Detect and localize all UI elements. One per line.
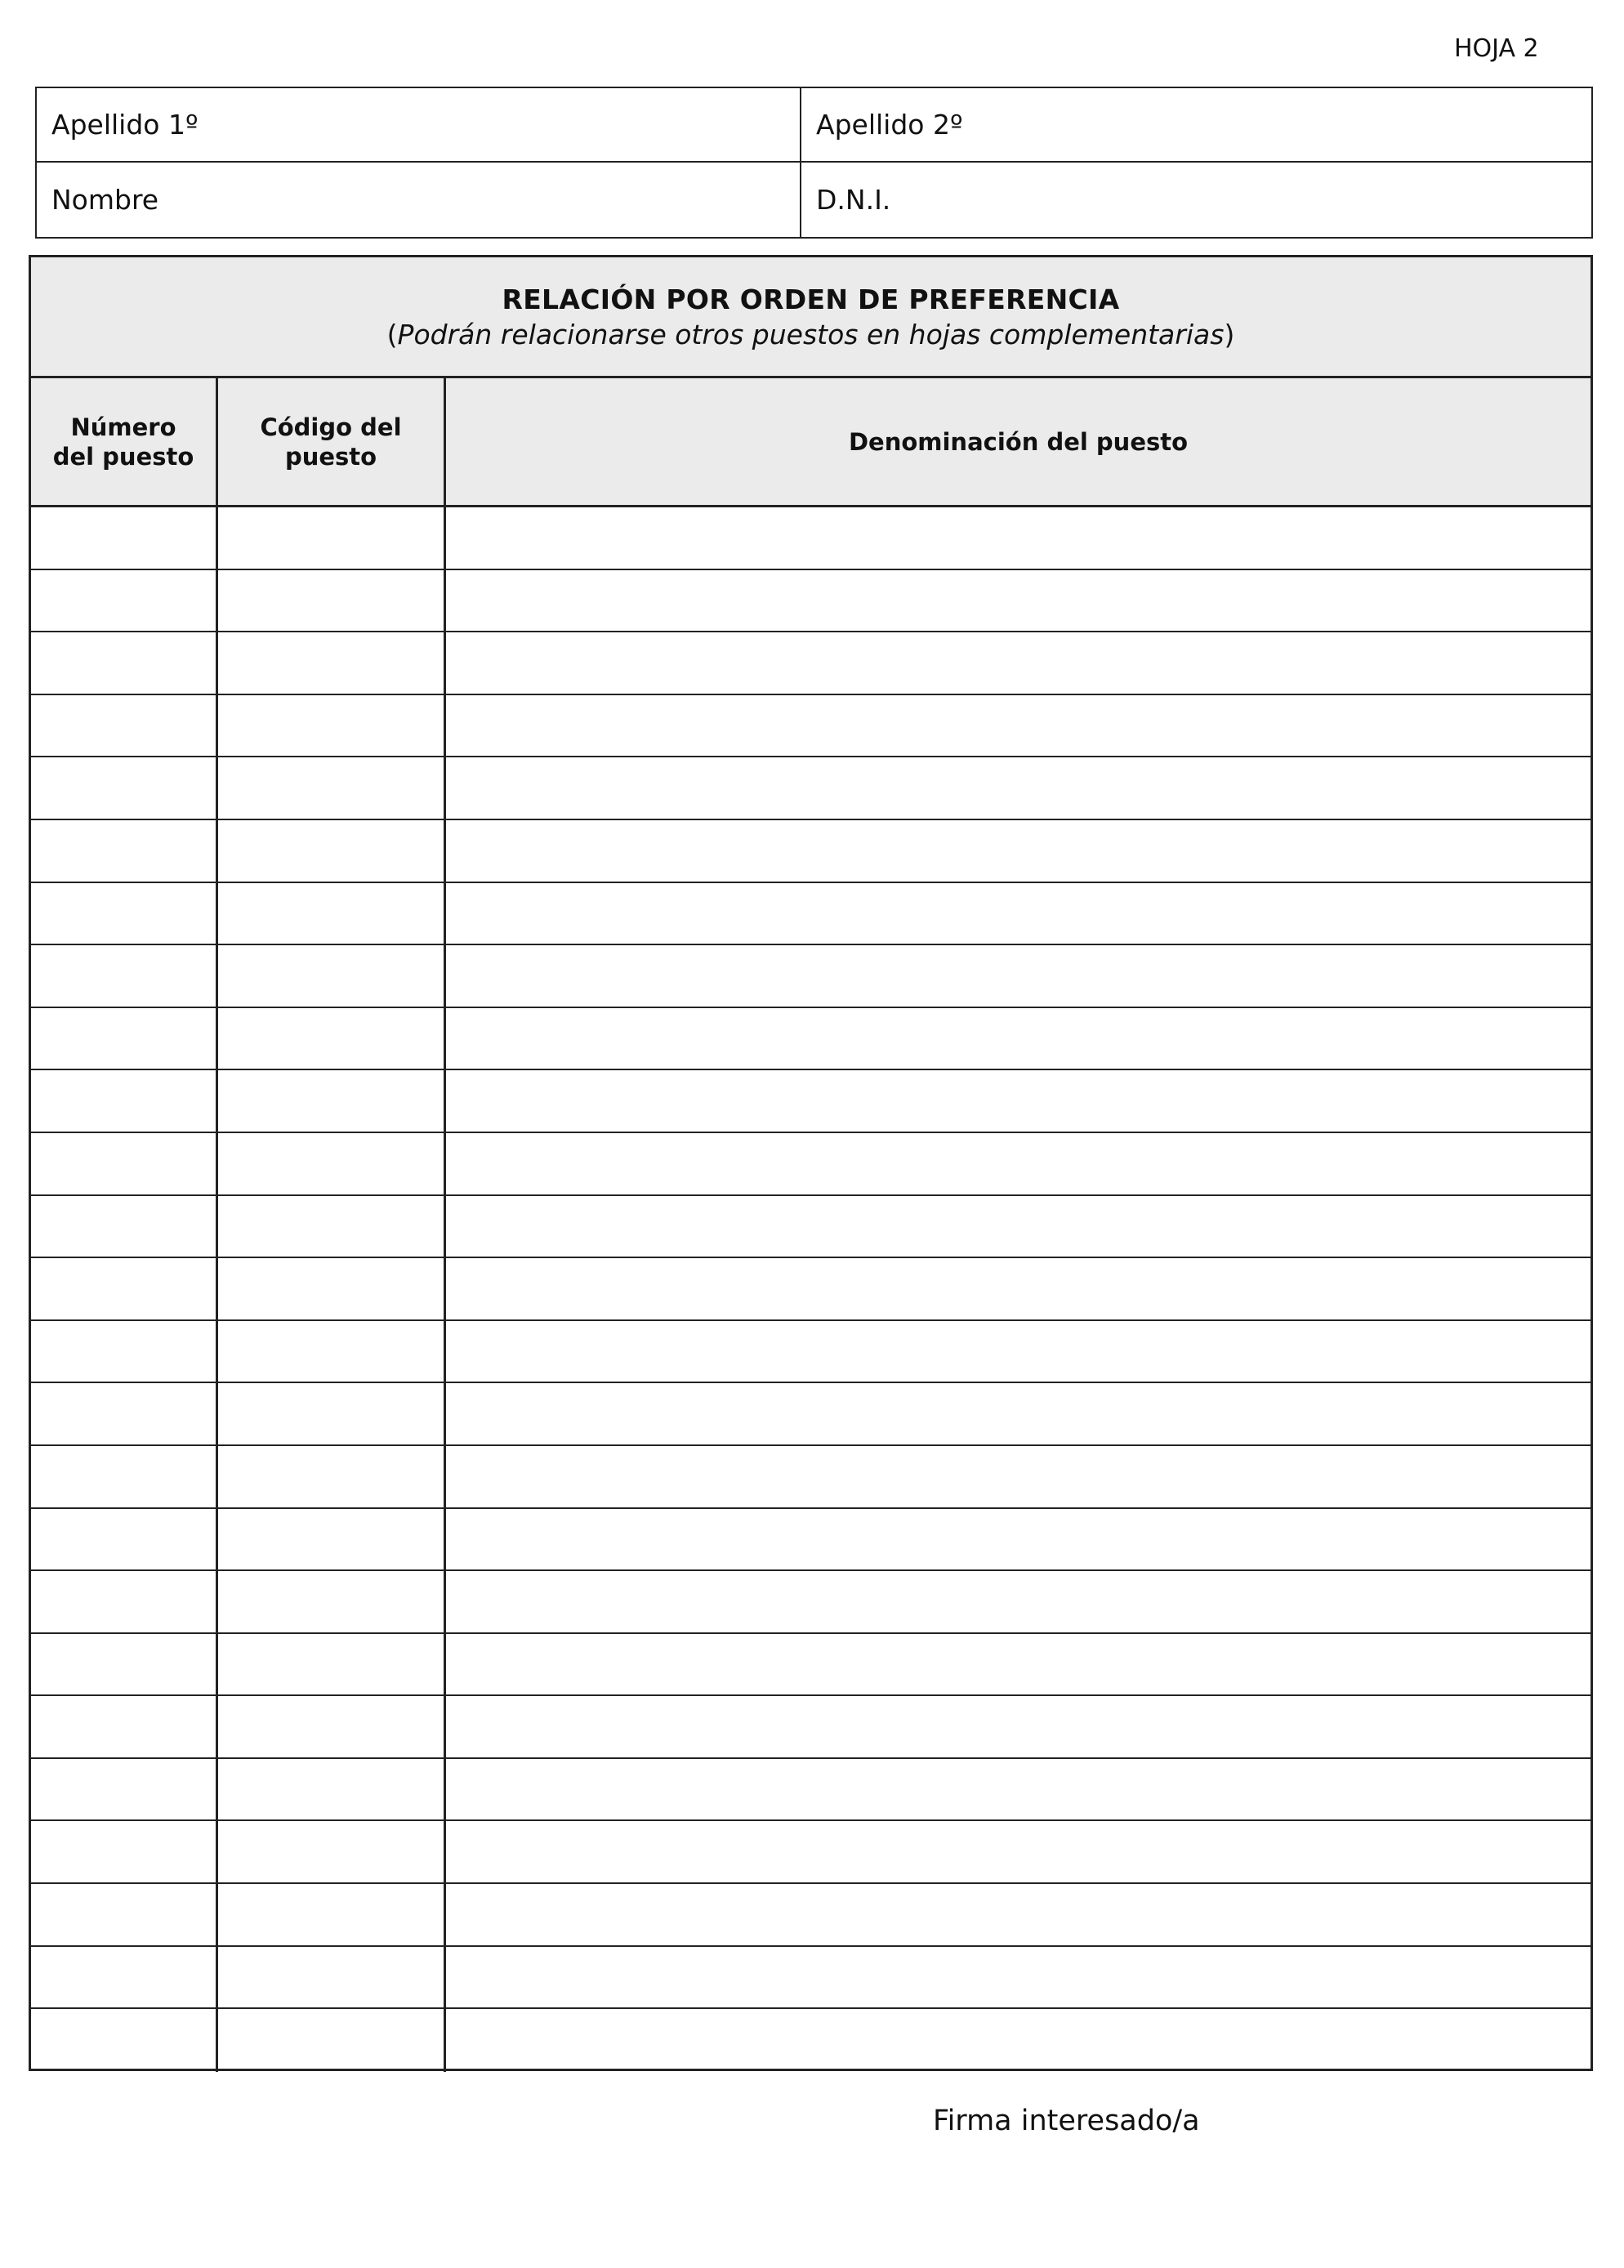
number-cell[interactable]	[31, 1509, 218, 1570]
column-header-name	[446, 378, 1591, 505]
table-row	[31, 1947, 1591, 2010]
name-cell[interactable]	[446, 883, 1591, 944]
number-cell[interactable]	[31, 1821, 218, 1882]
surname2-label: Apellido 2º	[816, 109, 963, 141]
number-cell[interactable]	[31, 1070, 218, 1132]
surname1-field[interactable]	[37, 88, 801, 163]
table-row	[31, 945, 1591, 1008]
code-cell[interactable]	[218, 1947, 446, 2008]
table-row	[31, 883, 1591, 946]
table-row	[31, 1696, 1591, 1759]
name-field[interactable]	[37, 163, 801, 237]
code-cell[interactable]	[218, 1634, 446, 1695]
table-row	[31, 507, 1591, 570]
name-cell[interactable]	[446, 507, 1591, 569]
table-row	[31, 1196, 1591, 1259]
code-cell[interactable]	[218, 1008, 446, 1069]
name-cell[interactable]	[446, 1196, 1591, 1257]
number-cell[interactable]	[31, 820, 218, 882]
name-cell[interactable]	[446, 1383, 1591, 1444]
code-cell[interactable]	[218, 1196, 446, 1257]
code-cell[interactable]	[218, 695, 446, 757]
table-row	[31, 632, 1591, 695]
table-row	[31, 1383, 1591, 1446]
number-cell[interactable]	[31, 632, 218, 694]
code-cell[interactable]	[218, 945, 446, 1007]
table-row	[31, 1509, 1591, 1572]
name-cell[interactable]	[446, 1571, 1591, 1632]
table-row	[31, 2009, 1591, 2072]
number-cell[interactable]	[31, 1258, 218, 1319]
personal-data-block	[35, 87, 1593, 239]
preference-table	[29, 255, 1593, 2071]
table-row	[31, 1759, 1591, 1822]
preference-table-header	[31, 257, 1591, 378]
code-cell[interactable]	[218, 757, 446, 819]
table-row	[31, 1133, 1591, 1196]
table-row	[31, 1821, 1591, 1884]
code-cell[interactable]	[218, 1571, 446, 1632]
name-cell[interactable]	[446, 1446, 1591, 1507]
table-row	[31, 1321, 1591, 1384]
code-cell[interactable]	[218, 1258, 446, 1319]
name-cell[interactable]	[446, 1821, 1591, 1882]
table-row	[31, 1884, 1591, 1947]
name-cell[interactable]	[446, 1008, 1591, 1069]
name-cell[interactable]	[446, 2009, 1591, 2072]
code-cell[interactable]	[218, 820, 446, 882]
table-row	[31, 1571, 1591, 1634]
number-cell[interactable]	[31, 2009, 218, 2072]
dni-label: D.N.I.	[816, 184, 891, 216]
code-cell[interactable]	[218, 570, 446, 632]
sheet-label: HOJA 2	[1454, 34, 1539, 63]
table-row	[31, 1446, 1591, 1509]
number-cell[interactable]	[31, 1196, 218, 1257]
table-row	[31, 1008, 1591, 1071]
table-row	[31, 820, 1591, 883]
code-cell[interactable]	[218, 1070, 446, 1132]
table-row	[31, 695, 1591, 758]
number-cell[interactable]	[31, 757, 218, 819]
name-cell[interactable]	[446, 1509, 1591, 1570]
table-row	[31, 1634, 1591, 1697]
name-cell[interactable]	[446, 1947, 1591, 2008]
dni-field[interactable]	[801, 163, 1591, 237]
name-cell[interactable]	[446, 1321, 1591, 1382]
preference-title: RELACIÓN POR ORDEN DE PREFERENCIA	[502, 283, 1120, 315]
name-cell[interactable]	[446, 1759, 1591, 1820]
name-cell[interactable]	[446, 1884, 1591, 1945]
name-cell[interactable]	[446, 820, 1591, 882]
surname1-label: Apellido 1º	[51, 109, 199, 141]
number-cell[interactable]	[31, 1321, 218, 1382]
column-header-name-text: Denominación del puesto	[848, 427, 1189, 456]
number-cell[interactable]	[31, 1696, 218, 1757]
name-cell[interactable]	[446, 1133, 1591, 1194]
name-cell[interactable]	[446, 1696, 1591, 1757]
number-cell[interactable]	[31, 1133, 218, 1194]
number-cell[interactable]	[31, 1884, 218, 1945]
table-row	[31, 570, 1591, 633]
code-cell[interactable]	[218, 2009, 446, 2072]
signature-label: Firma interesado/a	[933, 2105, 1200, 2137]
name-cell[interactable]	[446, 632, 1591, 694]
column-headers	[31, 378, 1591, 507]
table-row	[31, 1258, 1591, 1321]
number-cell[interactable]	[31, 1571, 218, 1632]
column-header-number-text: Número del puesto	[52, 413, 194, 471]
table-row	[31, 757, 1591, 820]
code-cell[interactable]	[218, 1321, 446, 1382]
code-cell[interactable]	[218, 1509, 446, 1570]
number-cell[interactable]	[31, 1383, 218, 1444]
surname2-field[interactable]	[801, 88, 1591, 163]
number-cell[interactable]	[31, 1947, 218, 2008]
name-label: Nombre	[51, 184, 159, 216]
number-cell[interactable]	[31, 1634, 218, 1695]
code-cell[interactable]	[218, 1383, 446, 1444]
code-cell[interactable]	[218, 1446, 446, 1507]
table-row	[31, 1070, 1591, 1133]
table-rows	[31, 507, 1591, 2072]
code-cell[interactable]	[218, 632, 446, 694]
name-cell[interactable]	[446, 695, 1591, 757]
code-cell[interactable]	[218, 1696, 446, 1757]
name-cell[interactable]	[446, 570, 1591, 632]
number-cell[interactable]	[31, 570, 218, 632]
code-cell[interactable]	[218, 507, 446, 569]
number-cell[interactable]	[31, 1446, 218, 1507]
code-cell[interactable]	[218, 1884, 446, 1945]
number-cell[interactable]	[31, 1759, 218, 1820]
preference-subtitle-text: Podrán relacionarse otros puestos en hojas complementarias	[397, 318, 1225, 350]
name-cell[interactable]	[446, 1258, 1591, 1319]
code-cell[interactable]	[218, 883, 446, 944]
number-cell[interactable]	[31, 695, 218, 757]
column-header-number	[31, 378, 218, 505]
name-cell[interactable]	[446, 1070, 1591, 1132]
code-cell[interactable]	[218, 1759, 446, 1820]
number-cell[interactable]	[31, 1008, 218, 1069]
code-cell[interactable]	[218, 1821, 446, 1882]
column-header-code-text: Código del puesto	[260, 413, 402, 471]
preference-subtitle: (Podrán relacionarse otros puestos en hojas complementarias)	[386, 318, 1235, 350]
name-cell[interactable]	[446, 757, 1591, 819]
name-cell[interactable]	[446, 945, 1591, 1007]
number-cell[interactable]	[31, 507, 218, 569]
number-cell[interactable]	[31, 883, 218, 944]
name-cell[interactable]	[446, 1634, 1591, 1695]
column-header-code	[218, 378, 446, 505]
number-cell[interactable]	[31, 945, 218, 1007]
code-cell[interactable]	[218, 1133, 446, 1194]
